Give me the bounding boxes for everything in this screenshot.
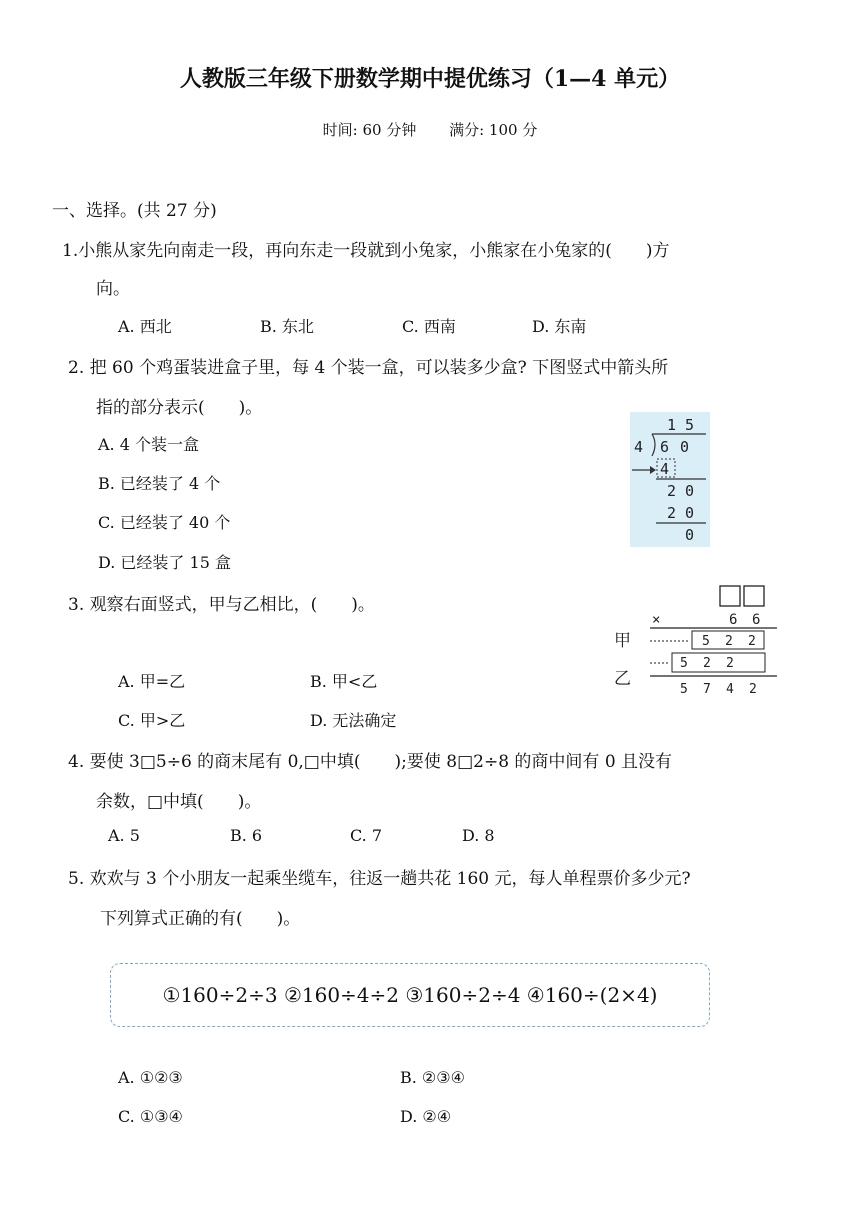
q1-line2: 向。: [96, 279, 130, 299]
exam-info: [0, 119, 860, 140]
q4-option-a: A. 5: [108, 826, 140, 845]
q3-line1: 3. 观察右面竖式，甲与乙相比，( )。: [68, 595, 375, 615]
multiplier-digit: 6: [752, 612, 761, 628]
formula-box: ①160÷2÷3 ②160÷4÷2 ③160÷2÷4 ④160÷(2×4): [110, 963, 710, 1027]
q2-option-c: C. 已经装了 40 个: [98, 513, 231, 532]
q4-line1: 4. 要使 3□5÷6 的商末尾有 0,□中填( );要使 8□2÷8 的商中间有 0 且没有: [68, 752, 673, 772]
q5-option-d: D. ②④: [400, 1107, 452, 1126]
q5-option-b: B. ②③④: [400, 1068, 465, 1087]
arrow-icon: [632, 466, 656, 474]
q4-option-b: B. 6: [230, 826, 263, 845]
quotient-digit: 1: [667, 416, 677, 434]
q4-option-c: C. 7: [350, 826, 383, 845]
q3-option-d: D. 无法确定: [310, 711, 397, 730]
jia-digit: 2: [748, 634, 756, 649]
step2-digit: 2: [667, 482, 677, 500]
q1-line1: 1.小熊从家先向南走一段，再向东走一段就到小兔家，小熊家在小兔家的( )方: [62, 241, 670, 261]
q5-line2: 下列算式正确的有( )。: [100, 909, 301, 929]
times-sign: ×: [652, 612, 661, 628]
yi-digit: 2: [726, 656, 734, 671]
q3-option-c: C. 甲>乙: [118, 711, 186, 730]
q3-option-a: A. 甲=乙: [118, 672, 186, 691]
exam-time: 时间: 60 分钟: [322, 121, 417, 139]
q1-option-d: D. 东南: [532, 317, 587, 336]
step3-digit: 0: [685, 504, 695, 522]
q4-option-d: D. 8: [462, 826, 495, 845]
q1-option-c: C. 西南: [402, 317, 456, 336]
multiplier-digit: 6: [729, 612, 738, 628]
yi-digit: 2: [703, 656, 711, 671]
q1-option-b: B. 东北: [260, 317, 314, 336]
product-digit: 2: [749, 682, 757, 697]
jia-digit: 2: [725, 634, 733, 649]
q2-option-b: B. 已经装了 4 个: [98, 474, 221, 493]
quotient-digit: 5: [685, 416, 695, 434]
yi-label: 乙: [614, 669, 631, 689]
page-title: 人教版三年级下册数学期中提优练习（1—4 单元）: [179, 66, 681, 92]
multiplication-figure: [612, 584, 782, 700]
exam-score: 满分: 100 分: [449, 121, 538, 139]
q1-option-a: A. 西北: [118, 317, 172, 336]
product-digit: 4: [726, 682, 734, 697]
step2-digit: 0: [685, 482, 695, 500]
product-digit: 7: [703, 682, 711, 697]
step3-digit: 2: [667, 504, 677, 522]
q2-line1: 2. 把 60 个鸡蛋装进盒子里，每 4 个装一盒，可以装多少盒? 下图竖式中箭头所: [68, 358, 669, 378]
q2-option-a: A. 4 个装一盒: [98, 435, 199, 454]
section-heading: 一、选择。(共 27 分): [52, 201, 217, 221]
q2-option-d: D. 已经装了 15 盒: [98, 553, 231, 572]
dividend-digit: 6: [660, 438, 670, 456]
remainder-digit: 0: [685, 526, 695, 544]
jia-digit: 5: [702, 634, 710, 649]
q2-line2: 指的部分表示( )。: [96, 398, 263, 418]
yi-digit: 5: [680, 656, 688, 671]
q5-option-a: A. ①②③: [118, 1068, 183, 1087]
q4-line2: 余数，□中填( )。: [96, 792, 262, 812]
q5-option-c: C. ①③④: [118, 1107, 183, 1126]
q5-line1: 5. 欢欢与 3 个小朋友一起乘坐缆车，往返一趟共花 160 元，每人单程票价多少元?: [68, 869, 691, 889]
step1-digit: 4: [660, 460, 670, 478]
q3-option-b: B. 甲<乙: [310, 672, 378, 691]
dividend-digit: 0: [680, 438, 690, 456]
jia-label: 甲: [614, 631, 631, 651]
long-division-figure: [630, 412, 710, 547]
divisor-digit: 4: [634, 438, 644, 456]
product-digit: 5: [680, 682, 688, 697]
